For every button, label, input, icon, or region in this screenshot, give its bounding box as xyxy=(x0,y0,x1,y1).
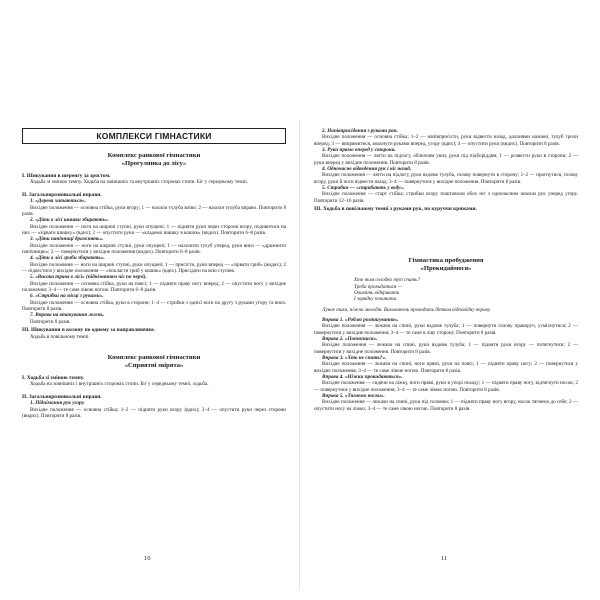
exercise-text: Вихідне положення — лежачи на спині, руки вздовж тулуба; 1 — підняти руки вгору — потягнутися; 2 — повернутися у вихідне положення. Повторити 8 разів. xyxy=(314,342,578,355)
exercise-title: 2. Напівприсідання з руками ран. xyxy=(322,128,398,134)
exercise-text: Вихідне положення — ноги на ширині ступні, руки опущені; 1 — підняти руки через сторони вгору, подивитися на них — «зірвати шишку» (вдих); 2 — опустити руки — «кладемо шишку в кошик» (видих). Повторити 6–8 разів. xyxy=(22,223,286,236)
exercise-title: Вправа 4. «Ніжки прокидаються». xyxy=(322,373,403,380)
poem-line: Хто там солодко тут спить? xyxy=(354,277,420,284)
poem-line: Треба прокидатися — xyxy=(354,283,403,290)
section-heading: III. Шикування в колону по одному за направляючим. xyxy=(22,327,156,333)
section-heading: II. Загальнорозвивальні вправи. xyxy=(22,393,102,400)
complex-heading: Комплекс ранкової гімнастики xyxy=(107,152,201,159)
exercise-title: 6. «Стрибки на місці з руками». xyxy=(30,293,104,300)
poem-line: І зарядку починати. xyxy=(354,296,398,303)
exercise-title: Вправа 2. «Потягнися». xyxy=(322,335,378,342)
poem-line: Очиміть відкривати xyxy=(354,290,400,296)
exercise-title: 4. Одночасне відведення рук і ніг назад. xyxy=(322,166,412,172)
exercise-title: Вправа 5. «Тягнемо носки». xyxy=(322,392,385,399)
page-number: 10 xyxy=(144,555,151,562)
complex-name: «Сприятні звірята» xyxy=(124,362,184,370)
exercise-text: Вихідне положення — лягти на підлогу, обличчям униз, руки під підборіддям; 1 — розвести руки в сторони; 2 — руки вперед у вихідне положення. Повторити 8 разів. xyxy=(314,153,578,166)
right-page xyxy=(300,0,600,600)
section-text: Ходьба в повільному темпі. xyxy=(30,333,90,340)
section-text: Ходьба на зовнішніх і внутрішніх сторонах стопи. Біг у середньому темпі, ходьба. xyxy=(30,381,209,388)
exercise-title: 2. «Діти в лісі шишки збирають». xyxy=(30,217,109,224)
exercise-title: 1. «Дерева хитаються». xyxy=(30,198,86,205)
exercise-title: 3. Руки прямо вперед у сторони. xyxy=(322,147,396,153)
exercise-text: Вихідне положення — лежачи на спині, ноги прямі, руки на поясі; 1 — підняти праву ногу; 2 — повернутися у вихідне положення; 3–4 — те саме лівою ногою. Повторити 8 разів. xyxy=(314,361,578,374)
exercise-text: Вихідне положення — сидячи на ліжку, ноги прямі, руки в упорі позаду; 1 — підняти праву ногу, відтягнути носок; 2 — повернутися у вихідне положення; 3–4 — те саме лівою ногою. Повторити 8 разів. xyxy=(314,380,578,393)
page-number: 11 xyxy=(441,555,448,562)
main-title: КОМПЛЕКСИ ГІМНАСТИКИ xyxy=(22,128,286,144)
section-heading: III. Ходьба в повільному темпі з руками рук, по куруччя кряжами. xyxy=(314,206,477,212)
complex-name: «Прогулянка до лісу» xyxy=(121,160,187,168)
section-text: Ходьба зі зміною темпу. Ходьба на зовнішніх та внутрішніх сторонах стопи. Біг у середньому темпі. xyxy=(30,179,249,186)
exercise-text: Вихідне положення — лягти на підлогу, руки вздовж тулуба, голову повернути в сторону; 1–2 — прогнутися, голову вгору, руки й ноги відвести назад; 3–4 — повернутися у вихідне положення. Повторити 8 разів. xyxy=(314,172,578,185)
section-heading: I. Шикування в шеренгу за зростом. xyxy=(22,172,111,179)
exercise-title: 3. «Діти папічниці дражнять». xyxy=(30,236,104,243)
exercise-title: 7. Вправа на втанування легень. xyxy=(30,312,105,319)
exercise-title: 5. «Висока трава в лісі» (підніманням ніг по черзі). xyxy=(30,274,147,281)
exercise-text: Вихідне положення — основна стійка, руки на поясі; 1 — підняти праву ногу вперед; 2 — опустити ногу у вихідне положення; 3–4 — те саме лівою ногою. Повторити 6–8 разів. xyxy=(22,280,286,293)
exercise-text: Вихідне положення — лежачи на спині, руки вздовж тулуба; 1 — повернути голову праворуч, усміхнутися; 2 — повернутися у вихідне положення; 3–4 — те саме в ліву сторону. Повторити 8 разів. xyxy=(314,323,578,336)
exercise-text: Вихідне положення — основна стійка; 1–2 — підняти руки вгору (вдих); 3–4 — опустити руки через сторони (видих). Повторити 8 разів. xyxy=(22,406,286,419)
section-heading: II. Загальнорозвивальні вправи. xyxy=(22,191,102,198)
section-heading: I. Ходьба зі зміною темпу. xyxy=(22,374,85,381)
exercise-title: 1. Піднімання рук угору. xyxy=(30,400,85,407)
exercise-text: Повторити 8 разів. xyxy=(30,318,71,325)
instruction-note: Лунає тиха, ніжна мелодія. Вихователь проводить діткам відповідну вправу. xyxy=(322,306,492,313)
exercise-title: 5. Стрибки — «стрибають у воду». xyxy=(322,185,405,191)
exercise-text: Вихідне положення — ноги на ширині ступні, руки опущені; 1 — присісти, руки вперед — «зірвати гриб» (видих); 2 — підвестися у вихідне положення — «покласти гриб у кошик» (вдих). Присідати на всю ступню. xyxy=(22,261,286,274)
complex-heading: Гімнастика пробудження xyxy=(408,256,484,264)
exercise-text: Вихідне положення — ноги на ширині ступні, руки опущені; 1 — нахилити тулуб уперед, руки вниз — «дражнити папічницю»; 2 — повернутися у вихідне положення (видих). Повторити 6–8 разів. xyxy=(22,242,286,255)
exercise-title: Вправа 1. «Роблю розтягування». xyxy=(322,316,399,323)
exercise-text: Вихідне положення — старт стійка; стрибки вгору поштовхом обох ніг з одночасним змахом рук уперед угору. Повторити 12–16 разів. xyxy=(314,191,578,204)
exercise-title: Вправа 3. «Хто не спить?». xyxy=(322,354,387,361)
complex-name: «Прокидаймося» xyxy=(420,265,472,272)
exercise-title: 4. «Діти в лісі гриби збирають». xyxy=(30,255,105,262)
exercise-text: Вихідне положення — лежачи на спині, руки під головою; 1 — підняти праву ногу вгору, носок тягнемо до себе; 2 — опустити ногу на ліжко; 3–4 — те саме лівою ногою. Повторити 8 разів. xyxy=(314,399,578,412)
exercise-text: Вихідне положення — основна стійка, руки в сторони; 1–4 — стрибки з однієї ноги на другу з руками угору та вниз. Повторити 8 разів. xyxy=(22,299,286,312)
exercise-text: Вихідне положення — основна стійка, руки вгору; 1 — нахили тулуба вліво; 2 — нахили тулуба вправо. Повторити 8 разів. xyxy=(22,204,286,217)
exercise-text: Вихідне положення — основна стійка; 1–2 — напівприсісти, руки відвести назад, долонями назовні, тулуб трохи вперед; 3 — випрямитися, змахнути руками вперед, угору (вдих); 4 — опустити руки (видих). Повторити 8 разів. xyxy=(314,134,578,147)
complex-heading: Комплекс ранкової гімнастики xyxy=(107,353,201,361)
